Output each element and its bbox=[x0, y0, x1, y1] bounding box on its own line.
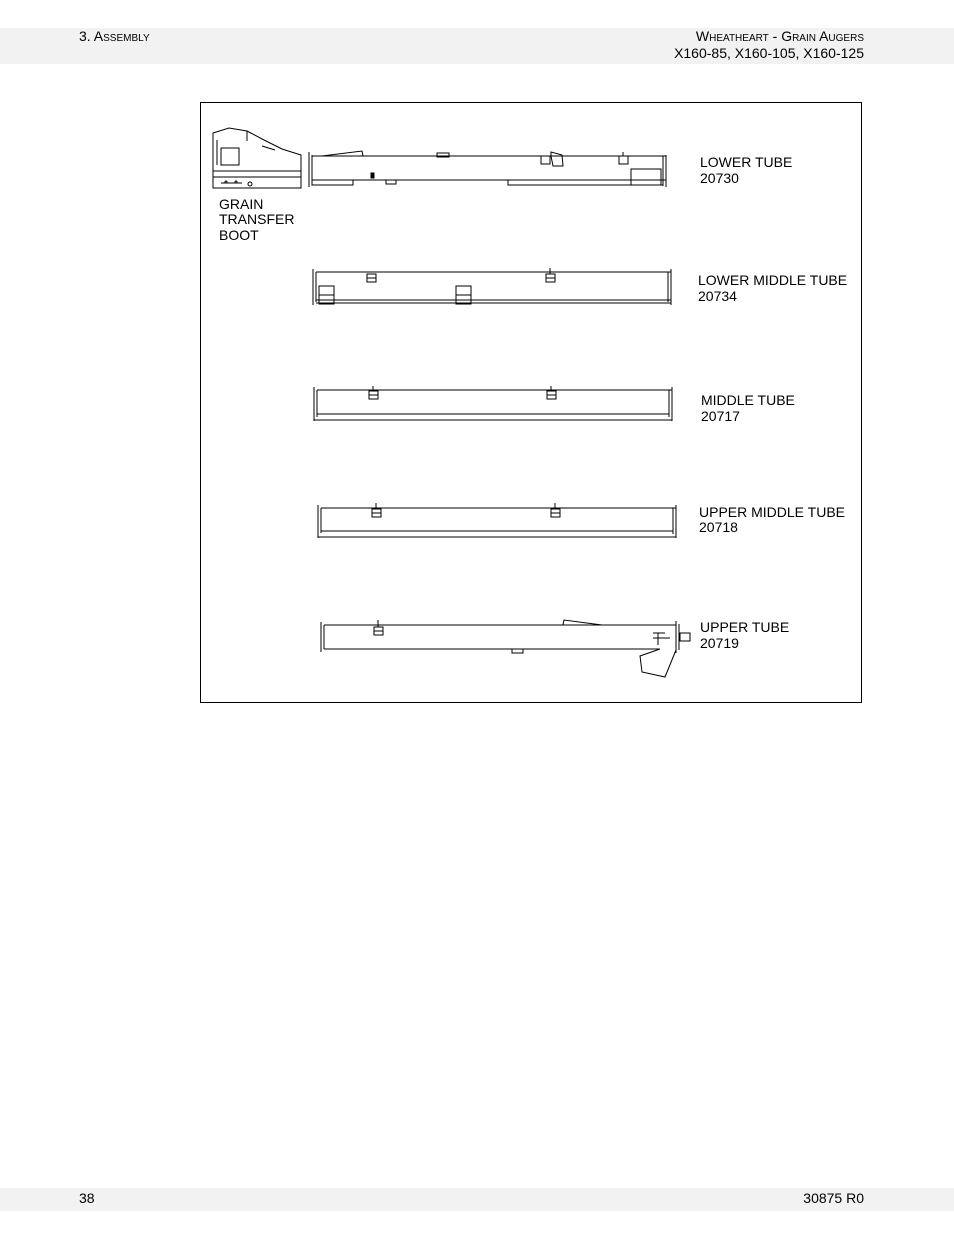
lower-tube-name: LOWER TUBE bbox=[700, 154, 793, 170]
lower-middle-tube-number: 20734 bbox=[698, 288, 737, 304]
product-title: Wheatheart - Grain Augers bbox=[695, 28, 864, 44]
upper-tube-name: UPPER TUBE bbox=[700, 619, 790, 635]
upper-middle-tube-name: UPPER MIDDLE TUBE bbox=[699, 504, 845, 520]
upper-middle-tube-drawing bbox=[318, 503, 676, 538]
grain-transfer-boot-drawing bbox=[213, 128, 301, 188]
lower-tube-number: 20730 bbox=[700, 170, 739, 186]
upper-tube-number: 20719 bbox=[700, 635, 739, 651]
boot-label-line-1: GRAIN bbox=[219, 196, 264, 212]
model-list: X160-85, X160-105, X160-125 bbox=[674, 45, 864, 61]
lower-tube-drawing bbox=[309, 151, 666, 187]
middle-tube-name: MIDDLE TUBE bbox=[701, 392, 795, 408]
boot-label-line-2: TRANSFER bbox=[219, 211, 295, 227]
middle-tube-drawing bbox=[314, 386, 672, 421]
page-number: 38 bbox=[79, 1190, 95, 1206]
boot-label-line-3: BOOT bbox=[219, 227, 259, 243]
lower-middle-tube-name: LOWER MIDDLE TUBE bbox=[698, 272, 848, 288]
lower-middle-tube-drawing bbox=[313, 268, 671, 305]
upper-middle-tube-number: 20718 bbox=[699, 519, 738, 535]
middle-tube-number: 20717 bbox=[701, 408, 740, 424]
section-title: 3. Assembly bbox=[79, 28, 150, 44]
document-code: 30875 R0 bbox=[803, 1190, 864, 1206]
upper-tube-drawing bbox=[321, 620, 690, 677]
